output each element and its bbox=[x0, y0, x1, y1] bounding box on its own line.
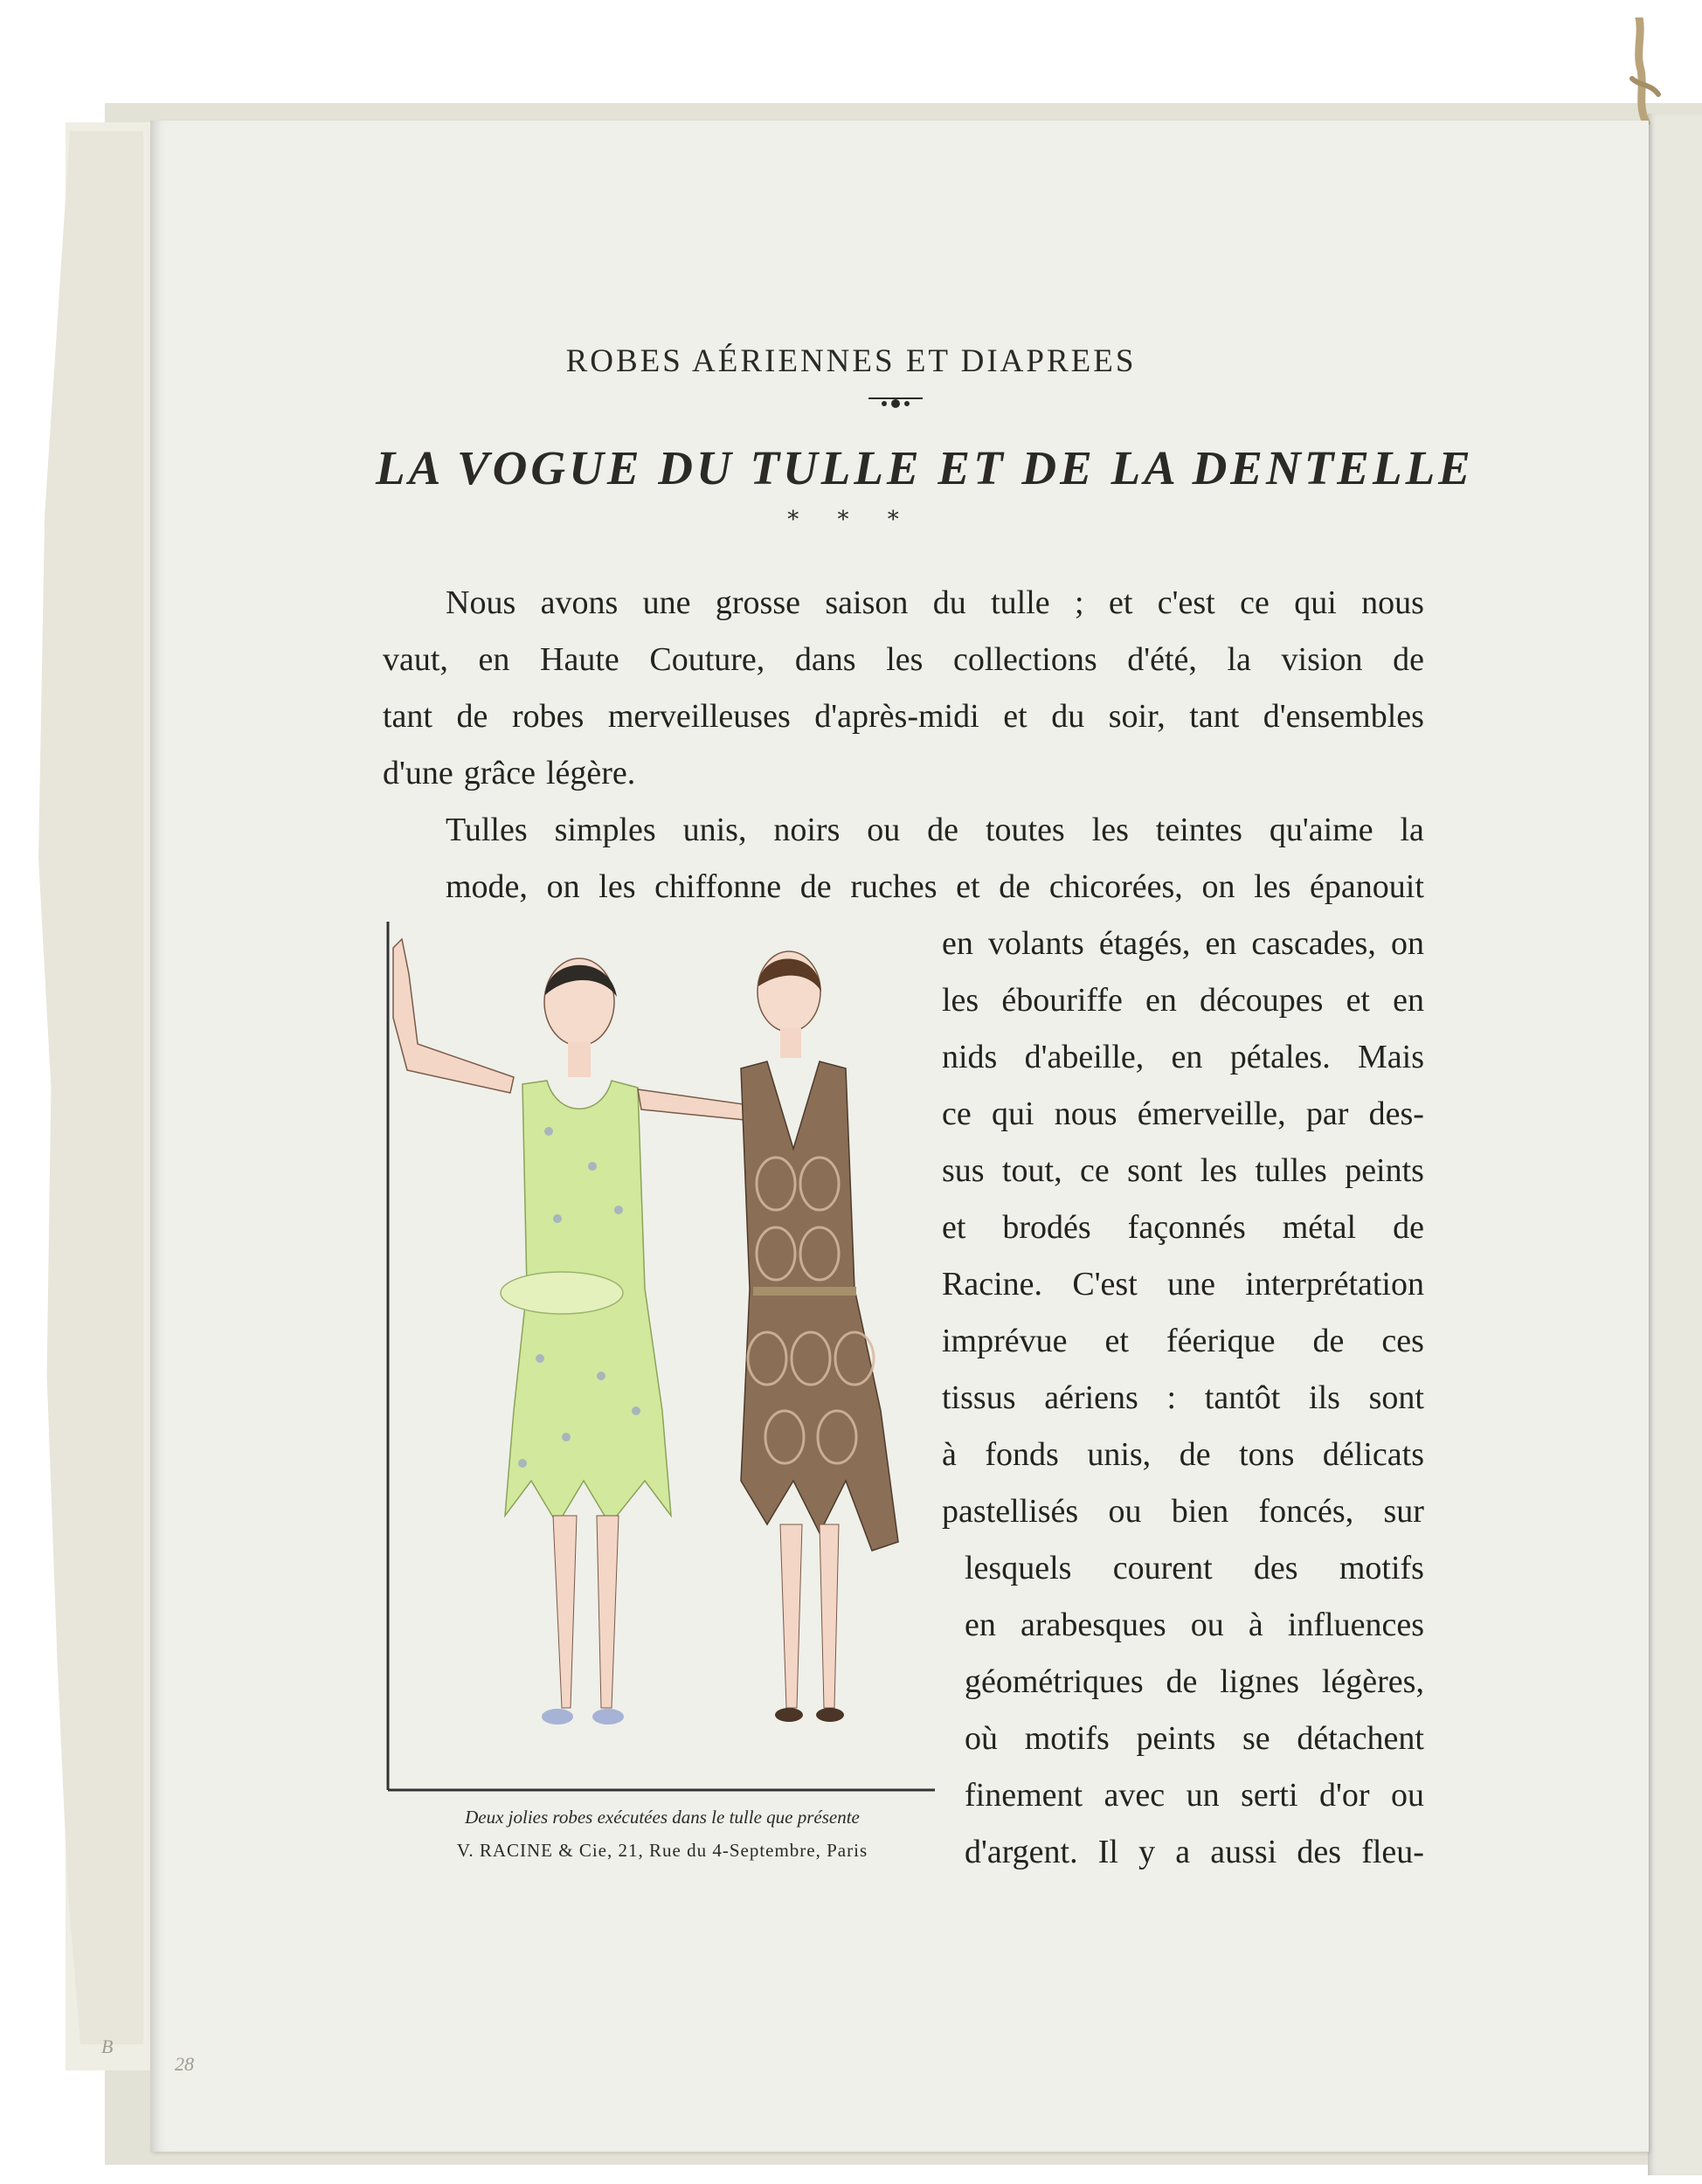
body-line: géométriques de lignes légères, bbox=[965, 1663, 1424, 1700]
body-line: d'une grâce légère. bbox=[383, 755, 636, 791]
body-line: Racine. C'est une interprétation bbox=[942, 1266, 1424, 1303]
binding-string-icon bbox=[1613, 17, 1674, 131]
body-line: Tulles simples unis, noirs ou de toutes les teintes qu'aime la bbox=[446, 812, 1424, 848]
pencil-mark: B bbox=[101, 2035, 114, 2057]
fashion-illustration bbox=[383, 922, 935, 1795]
body-line: ce qui nous émerveille, par des- bbox=[942, 1095, 1424, 1132]
body-line: sus tout, ce sont les tulles peints bbox=[942, 1152, 1424, 1189]
body-line: les ébouriffe en découpes et en bbox=[942, 982, 1424, 1019]
figure-brown-dress bbox=[741, 951, 898, 1722]
body-line: en arabesques ou à influences bbox=[965, 1607, 1424, 1643]
body-line: nids d'abeille, en pétales. Mais bbox=[942, 1039, 1424, 1075]
section-kicker: ROBES AÉRIENNES ET DIAPREES bbox=[565, 343, 1137, 379]
ornamental-stars: * * * bbox=[787, 507, 915, 533]
body-line: à fonds unis, de tons délicats bbox=[942, 1436, 1424, 1473]
illustration-credit: V. RACINE & Cie, 21, Rue du 4-Septembre, Paris bbox=[456, 1840, 868, 1861]
binding-edge bbox=[1648, 114, 1702, 2175]
figure-green-dress bbox=[393, 939, 754, 1724]
body-line: et brodés façonnés métal de bbox=[942, 1209, 1424, 1246]
body-line: lesquels courent des motifs bbox=[965, 1550, 1424, 1586]
body-line: où motifs peints se détachent bbox=[965, 1720, 1424, 1757]
body-line: finement avec un serti d'or ou bbox=[965, 1777, 1424, 1814]
body-line: vaut, en Haute Couture, dans les collections d'été, la vision de bbox=[383, 641, 1424, 678]
body-line: mode, on les chiffonne de ruches et de chicorées, on les épanouit bbox=[446, 868, 1424, 905]
pencil-page-number: 28 bbox=[175, 2053, 194, 2075]
torn-page-edge bbox=[38, 131, 143, 2044]
body-line: imprévue et féerique de ces bbox=[942, 1323, 1424, 1359]
illustration-caption: Deux jolies robes exécutées dans le tulle que présente bbox=[465, 1807, 860, 1828]
body-line: pastellisés ou bien foncés, sur bbox=[942, 1493, 1424, 1530]
body-line: Nous avons une grosse saison du tulle ; et c'est ce qui nous bbox=[446, 584, 1424, 621]
body-line: tissus aériens : tantôt ils sont bbox=[942, 1379, 1424, 1416]
body-line: d'argent. Il y a aussi des fleu- bbox=[965, 1834, 1424, 1870]
body-line: en volants étagés, en cascades, on bbox=[942, 925, 1424, 962]
ornament-icon bbox=[865, 391, 926, 411]
body-line: tant de robes merveilleuses d'après-midi et du soir, tant d'ensembles bbox=[383, 698, 1424, 735]
article-headline: LA VOGUE DU TULLE ET DE LA DENTELLE bbox=[376, 441, 1474, 494]
